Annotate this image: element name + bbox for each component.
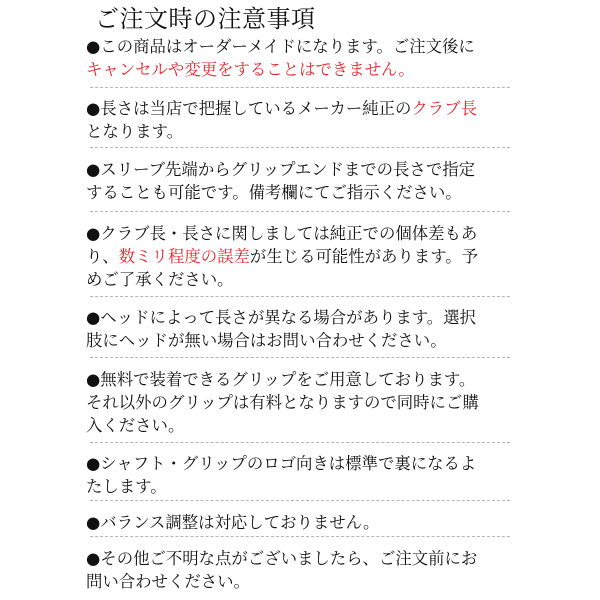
notice-line xyxy=(86,391,516,414)
notice-line xyxy=(86,414,516,437)
notice-text: となります。 xyxy=(86,122,184,141)
notice-text: することも可能です。備考欄にてご指示ください。 xyxy=(86,183,462,202)
notice-item xyxy=(86,158,516,204)
notice-text: それ以外のグリップは有料となりますので同時にご購 xyxy=(86,393,479,412)
dashed-divider xyxy=(90,442,510,443)
notice-text: ●無料で装着できるグリップをご用意しております。 xyxy=(86,370,476,389)
notice-line xyxy=(86,452,516,475)
notice-text: ●スリーブ先端からグリップエンドまでの長さで指定 xyxy=(86,160,475,179)
dashed-divider xyxy=(90,296,510,297)
notice-line xyxy=(86,97,516,120)
dashed-divider xyxy=(90,500,510,501)
notice-text: 問い合わせください。 xyxy=(86,572,250,591)
notice-item xyxy=(86,368,516,437)
notice-item xyxy=(86,222,516,291)
notice-line xyxy=(86,511,516,534)
dashed-divider xyxy=(90,357,510,358)
notice-text: 入ください。 xyxy=(86,416,185,435)
page-title: ご注文時の注意事項 xyxy=(95,5,316,33)
dashed-divider xyxy=(90,87,510,88)
notice-line xyxy=(86,181,516,204)
notice-text: ●クラブ長・長さに関しましては純正での個体差もあ xyxy=(86,224,478,243)
notice-line xyxy=(86,120,516,143)
notice-line xyxy=(86,570,516,593)
notice-item xyxy=(86,547,516,593)
notice-text: ●シャフト・グリップのロゴ向きは標準で裏になるよ xyxy=(86,454,477,473)
notice-text: ●長さは当店で把握しているメーカー純正の xyxy=(86,99,412,118)
notice-text: ●ヘッドによって長さが異なる場合があります。選択 xyxy=(86,308,476,327)
notice-text: 肢にヘッドが無い場合はお問い合わせください。 xyxy=(86,331,447,350)
notice-line xyxy=(86,329,516,352)
dashed-divider xyxy=(90,536,510,537)
notice-line xyxy=(86,35,516,58)
notice-line xyxy=(86,475,516,498)
highlight-text: 数ミリ程度の誤差 xyxy=(118,247,250,266)
notice-line xyxy=(86,547,516,570)
notice-text: ●その他ご不明な点がございましたら、ご注文前にお xyxy=(86,549,478,568)
notice-line xyxy=(86,306,516,329)
dashed-divider xyxy=(90,211,510,212)
notice-text: が生じる可能性があります。予 xyxy=(249,247,479,266)
notice-item xyxy=(86,511,516,534)
dashed-divider xyxy=(90,147,510,148)
notice-text: ●この商品はオーダーメイドになります。ご注文後に xyxy=(86,37,475,56)
notice-line xyxy=(86,58,516,81)
notice-line xyxy=(86,222,516,245)
notice-line xyxy=(86,158,516,181)
notice-line xyxy=(86,268,516,291)
notice-text: ●バランス調整は対応しておりません。 xyxy=(86,513,380,532)
highlight-text: キャンセルや変更をすることはできません。 xyxy=(86,60,415,79)
notice-item xyxy=(86,35,516,81)
highlight-text: クラブ長 xyxy=(411,99,477,118)
notice-item xyxy=(86,306,516,352)
notice-item xyxy=(86,452,516,498)
notice-item xyxy=(86,97,516,143)
notice-text: たします。 xyxy=(86,477,167,496)
notice-text: り、 xyxy=(86,247,119,266)
notice-line xyxy=(86,368,516,391)
notice-text: めご了承ください。 xyxy=(86,270,234,289)
notice-line xyxy=(86,245,516,268)
